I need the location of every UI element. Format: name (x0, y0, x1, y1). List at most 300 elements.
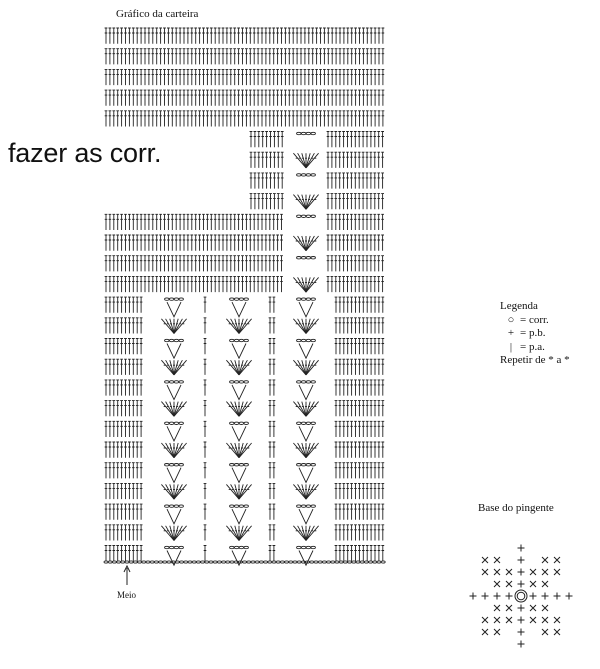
dc-stitch-icon (204, 504, 207, 520)
dc-stitch-icon (198, 69, 201, 85)
dc-stitch-icon (159, 90, 162, 106)
dc-stitch-icon (374, 504, 377, 520)
dc-stitch-icon (261, 256, 264, 272)
dc-stitch-icon (167, 256, 170, 272)
dc-stitch-icon (120, 111, 123, 127)
dc-stitch-icon (269, 194, 272, 210)
dc-stitch-icon (277, 194, 280, 210)
dc-stitch-icon (124, 49, 127, 65)
v-stitch-icon (167, 468, 181, 483)
dc-stitch-icon (315, 90, 318, 106)
dc-stitch-icon (346, 194, 349, 210)
dc-stitch-icon (229, 28, 232, 44)
dc-stitch-icon (155, 256, 158, 272)
single-crochet-mark-icon (518, 545, 525, 552)
dc-stitch-icon (374, 318, 377, 334)
dc-stitch-icon (304, 69, 307, 85)
dc-stitch-icon (350, 49, 353, 65)
dc-stitch-icon (370, 235, 373, 251)
dc-stitch-icon (116, 318, 119, 334)
chain-instruction: fazer as corr. (8, 138, 162, 168)
dc-stitch-icon (120, 483, 123, 499)
dc-stitch-icon (105, 69, 108, 85)
single-crochet-mark-icon (518, 569, 525, 576)
dc-stitch-icon (268, 256, 271, 272)
chain-loop-icon (297, 422, 316, 424)
dc-stitch-icon (354, 525, 357, 541)
dc-stitch-icon (265, 276, 268, 292)
dc-stitch-icon (132, 546, 135, 562)
dc-stitch-icon (254, 173, 257, 189)
x-stitch-mark-icon (494, 581, 500, 587)
dc-stitch-icon (226, 90, 229, 106)
dc-stitch-icon (155, 214, 158, 230)
dc-stitch-icon (362, 525, 365, 541)
dc-stitch-icon (112, 111, 115, 127)
dc-stitch-icon (204, 463, 207, 479)
dc-stitch-icon (335, 546, 338, 562)
dc-stitch-icon (366, 235, 369, 251)
dc-stitch-icon (245, 111, 248, 127)
dc-stitch-icon (140, 276, 143, 292)
dc-stitch-icon (342, 276, 345, 292)
dc-stitch-icon (175, 276, 178, 292)
dc-stitch-icon (167, 28, 170, 44)
dc-stitch-icon (378, 546, 381, 562)
dc-stitch-icon (268, 69, 271, 85)
fan-shell-icon (293, 236, 318, 251)
dc-stitch-icon (136, 214, 139, 230)
dc-stitch-icon (300, 90, 303, 106)
dc-stitch-icon (116, 525, 119, 541)
dc-stitch-icon (381, 339, 384, 355)
dc-stitch-icon (187, 49, 190, 65)
dc-stitch-icon (338, 173, 341, 189)
dc-stitch-icon (237, 28, 240, 44)
dc-stitch-icon (381, 463, 384, 479)
dc-stitch-icon (300, 28, 303, 44)
dc-stitch-icon (167, 276, 170, 292)
dc-stitch-icon (183, 28, 186, 44)
dc-stitch-icon (339, 90, 342, 106)
dc-stitch-icon (136, 463, 139, 479)
dc-stitch-icon (272, 256, 275, 272)
dc-stitch-icon (179, 256, 182, 272)
dc-stitch-icon (116, 421, 119, 437)
dc-stitch-icon (151, 49, 154, 65)
dc-stitch-icon (292, 28, 295, 44)
dc-stitch-icon (116, 546, 119, 562)
dc-stitch-icon (112, 442, 115, 458)
dc-stitch-icon (218, 49, 221, 65)
dc-stitch-icon (339, 69, 342, 85)
chain-loop-icon (230, 381, 249, 383)
x-stitch-mark-icon (506, 605, 512, 611)
single-crochet-mark-icon (518, 641, 525, 648)
dc-stitch-icon (253, 256, 256, 272)
dc-stitch-icon (187, 214, 190, 230)
dc-stitch-icon (218, 111, 221, 127)
fan-shell-icon (293, 360, 318, 375)
dc-stitch-icon (373, 214, 376, 230)
dc-stitch-icon (194, 69, 197, 85)
dc-stitch-icon (148, 111, 151, 127)
dc-stitch-icon (323, 49, 326, 65)
dc-stitch-icon (354, 276, 357, 292)
dc-stitch-icon (362, 504, 365, 520)
dc-stitch-icon (307, 28, 310, 44)
chart-title: Gráfico da carteira (116, 8, 199, 20)
dc-stitch-icon (346, 276, 349, 292)
dc-stitch-icon (370, 463, 373, 479)
dc-stitch-icon (362, 90, 365, 106)
dc-stitch-icon (171, 111, 174, 127)
dc-stitch-icon (346, 111, 349, 127)
dc-stitch-icon (335, 401, 338, 417)
dc-stitch-icon (331, 111, 334, 127)
dc-stitch-icon (151, 28, 154, 44)
dc-stitch-icon (335, 28, 338, 44)
chain-loop-icon (230, 422, 249, 424)
dc-stitch-icon (257, 132, 260, 148)
dc-stitch-icon (159, 276, 162, 292)
dc-stitch-icon (268, 235, 271, 251)
dc-stitch-icon (327, 173, 330, 189)
dc-stitch-icon (253, 235, 256, 251)
dc-stitch-icon (163, 276, 166, 292)
dc-stitch-icon (151, 276, 154, 292)
dc-stitch-icon (155, 235, 158, 251)
dc-stitch-icon (124, 339, 127, 355)
dc-stitch-icon (277, 173, 280, 189)
dc-stitch-icon (109, 90, 112, 106)
dc-stitch-icon (105, 28, 108, 44)
dc-stitch-icon (346, 152, 349, 168)
dc-stitch-icon (292, 90, 295, 106)
dc-stitch-icon (183, 235, 186, 251)
dc-stitch-icon (354, 380, 357, 396)
dc-stitch-icon (381, 442, 384, 458)
dc-stitch-icon (288, 111, 291, 127)
dc-stitch-icon (202, 69, 205, 85)
dc-stitch-icon (120, 380, 123, 396)
dc-stitch-icon (370, 214, 373, 230)
dc-stitch-icon (206, 28, 209, 44)
x-stitch-mark-icon (542, 617, 548, 623)
dc-stitch-icon (124, 276, 127, 292)
dc-stitch-icon (342, 421, 345, 437)
dc-stitch-icon (257, 111, 260, 127)
dc-stitch-icon (378, 504, 381, 520)
fan-shell-icon (293, 484, 318, 499)
dc-stitch-icon (233, 256, 236, 272)
dc-stitch-icon (296, 90, 299, 106)
dc-stitch-icon (327, 276, 330, 292)
dc-stitch-icon (362, 401, 365, 417)
dc-stitch-icon (358, 152, 361, 168)
dc-stitch-icon (354, 546, 357, 562)
dc-stitch-icon (339, 463, 342, 479)
dc-stitch-icon (354, 318, 357, 334)
dc-stitch-icon (171, 214, 174, 230)
single-crochet-mark-icon (530, 593, 537, 600)
dc-stitch-icon (311, 90, 314, 106)
dc-stitch-icon (273, 132, 276, 148)
dc-stitch-icon (381, 132, 384, 148)
dc-stitch-icon (268, 90, 271, 106)
dc-stitch-icon (179, 111, 182, 127)
dc-stitch-icon (120, 276, 123, 292)
dc-stitch-icon (132, 49, 135, 65)
x-stitch-mark-icon (530, 581, 536, 587)
dc-stitch-icon (346, 504, 349, 520)
dc-stitch-icon (335, 297, 338, 313)
legend-repeat-note: Repetir de * a * (500, 354, 570, 366)
dc-stitch-icon (319, 111, 322, 127)
dc-stitch-icon (346, 359, 349, 375)
dc-stitch-icon (249, 235, 252, 251)
dc-stitch-icon (132, 359, 135, 375)
fan-shell-icon (293, 319, 318, 334)
dc-stitch-icon (109, 256, 112, 272)
dc-stitch-icon (257, 49, 260, 65)
dc-stitch-icon (237, 235, 240, 251)
dc-stitch-icon (194, 90, 197, 106)
dc-stitch-icon (343, 69, 346, 85)
dc-stitch-icon (346, 380, 349, 396)
dc-stitch-icon (346, 256, 349, 272)
dc-stitch-icon (273, 421, 276, 437)
dc-stitch-icon (204, 339, 207, 355)
dc-stitch-icon (366, 339, 369, 355)
dc-stitch-icon (155, 49, 158, 65)
dc-stitch-icon (374, 28, 377, 44)
dc-stitch-icon (338, 235, 341, 251)
dc-stitch-icon (105, 380, 108, 396)
dc-stitch-icon (350, 380, 353, 396)
dc-stitch-icon (280, 235, 283, 251)
dc-stitch-icon (148, 90, 151, 106)
dc-stitch-icon (257, 28, 260, 44)
dc-stitch-icon (183, 276, 186, 292)
dc-stitch-icon (366, 442, 369, 458)
dc-stitch-icon (163, 90, 166, 106)
dc-stitch-icon (128, 401, 131, 417)
dc-stitch-icon (237, 111, 240, 127)
dc-stitch-icon (124, 504, 127, 520)
dc-stitch-icon (109, 483, 112, 499)
dc-stitch-icon (300, 111, 303, 127)
chain-loop-icon (297, 132, 316, 134)
dc-stitch-icon (370, 339, 373, 355)
dc-stitch-icon (276, 256, 279, 272)
chain-loop-icon (230, 464, 249, 466)
dc-stitch-icon (311, 49, 314, 65)
dc-stitch-icon (280, 90, 283, 106)
dc-stitch-icon (175, 214, 178, 230)
single-crochet-mark-icon (482, 593, 489, 600)
dc-stitch-icon (377, 276, 380, 292)
dc-stitch-icon (163, 111, 166, 127)
dc-stitch-icon (342, 504, 345, 520)
fan-shell-icon (293, 443, 318, 458)
dc-stitch-icon (109, 235, 112, 251)
dc-stitch-icon (335, 463, 338, 479)
dc-stitch-icon (323, 111, 326, 127)
dc-stitch-icon (370, 442, 373, 458)
dc-stitch-icon (198, 235, 201, 251)
dc-stitch-icon (370, 318, 373, 334)
dc-stitch-icon (136, 525, 139, 541)
v-stitch-icon (299, 468, 313, 483)
x-stitch-mark-icon (542, 581, 548, 587)
dc-stitch-icon (382, 69, 385, 85)
dc-stitch-icon (140, 49, 143, 65)
double-crochet-symbol-icon: | (509, 340, 513, 353)
single-crochet-mark-icon (518, 617, 525, 624)
dc-stitch-icon (140, 235, 143, 251)
dc-stitch-icon (136, 90, 139, 106)
dc-stitch-icon (339, 504, 342, 520)
v-stitch-icon (232, 426, 246, 441)
dc-stitch-icon (374, 463, 377, 479)
dc-stitch-icon (362, 442, 365, 458)
dc-stitch-icon (253, 28, 256, 44)
dc-stitch-icon (281, 194, 284, 210)
dc-stitch-icon (261, 194, 264, 210)
dc-stitch-icon (190, 276, 193, 292)
dc-stitch-icon (128, 463, 131, 479)
dc-stitch-icon (109, 442, 112, 458)
dc-stitch-icon (362, 214, 365, 230)
dc-stitch-icon (140, 401, 143, 417)
x-stitch-mark-icon (494, 605, 500, 611)
dc-stitch-icon (342, 318, 345, 334)
dc-stitch-icon (194, 28, 197, 44)
dc-stitch-icon (331, 256, 334, 272)
dc-stitch-icon (109, 380, 112, 396)
dc-stitch-icon (374, 359, 377, 375)
dc-stitch-icon (112, 359, 115, 375)
dc-stitch-icon (354, 49, 357, 65)
dc-stitch-icon (350, 546, 353, 562)
dc-stitch-icon (109, 69, 112, 85)
dc-stitch-icon (257, 69, 260, 85)
dc-stitch-icon (269, 504, 272, 520)
dc-stitch-icon (342, 483, 345, 499)
dc-stitch-icon (358, 339, 361, 355)
dc-stitch-icon (167, 49, 170, 65)
dc-stitch-icon (362, 132, 365, 148)
dc-stitch-icon (382, 49, 385, 65)
v-stitch-icon (167, 509, 181, 524)
dc-stitch-icon (148, 235, 151, 251)
dc-stitch-icon (362, 483, 365, 499)
dc-stitch-icon (261, 173, 264, 189)
dc-stitch-icon (381, 297, 384, 313)
dc-stitch-icon (370, 401, 373, 417)
fan-shell-icon (293, 153, 318, 168)
dc-stitch-icon (132, 380, 135, 396)
dc-stitch-icon (144, 49, 147, 65)
x-stitch-mark-icon (530, 605, 536, 611)
dc-stitch-icon (128, 28, 131, 44)
dc-stitch-icon (327, 111, 330, 127)
dc-stitch-icon (128, 442, 131, 458)
dc-stitch-icon (362, 276, 365, 292)
dc-stitch-icon (366, 49, 369, 65)
dc-stitch-icon (381, 152, 384, 168)
dc-stitch-icon (273, 318, 276, 334)
dc-stitch-icon (132, 111, 135, 127)
x-stitch-mark-icon (494, 557, 500, 563)
dc-stitch-icon (362, 69, 365, 85)
dc-stitch-icon (222, 214, 225, 230)
dc-stitch-icon (373, 194, 376, 210)
dc-stitch-icon (120, 359, 123, 375)
x-stitch-mark-icon (542, 557, 548, 563)
dc-stitch-icon (109, 463, 112, 479)
dc-stitch-icon (277, 132, 280, 148)
dc-stitch-icon (148, 214, 151, 230)
dc-stitch-icon (151, 235, 154, 251)
dc-stitch-icon (327, 194, 330, 210)
x-stitch-mark-icon (506, 617, 512, 623)
dc-stitch-icon (120, 463, 123, 479)
dc-stitch-icon (346, 90, 349, 106)
dc-stitch-icon (268, 111, 271, 127)
dc-stitch-icon (109, 111, 112, 127)
dc-stitch-icon (241, 28, 244, 44)
dc-stitch-icon (140, 359, 143, 375)
dc-stitch-icon (136, 28, 139, 44)
dc-stitch-icon (140, 463, 143, 479)
fan-shell-icon (293, 195, 318, 210)
dc-stitch-icon (120, 49, 123, 65)
dc-stitch-icon (378, 318, 381, 334)
dc-stitch-icon (206, 111, 209, 127)
dc-stitch-icon (269, 421, 272, 437)
dc-stitch-icon (112, 463, 115, 479)
legend-label-single-crochet: = p.b. (520, 327, 546, 339)
dc-stitch-icon (339, 525, 342, 541)
dc-stitch-icon (155, 69, 158, 85)
dc-stitch-icon (254, 152, 257, 168)
dc-stitch-icon (140, 421, 143, 437)
dc-stitch-icon (339, 339, 342, 355)
chain-loop-icon (297, 339, 316, 341)
ring-inner-icon (517, 592, 525, 600)
dc-stitch-icon (292, 49, 295, 65)
dc-stitch-icon (183, 256, 186, 272)
dc-stitch-icon (381, 214, 384, 230)
dc-stitch-icon (381, 546, 384, 562)
dc-stitch-icon (128, 90, 131, 106)
dc-stitch-icon (339, 111, 342, 127)
v-stitch-icon (299, 385, 313, 400)
dc-stitch-icon (204, 546, 207, 562)
dc-stitch-icon (105, 318, 108, 334)
dc-stitch-icon (374, 421, 377, 437)
single-crochet-mark-icon (518, 557, 525, 564)
dc-stitch-icon (378, 525, 381, 541)
dc-stitch-icon (377, 173, 380, 189)
dc-stitch-icon (105, 421, 108, 437)
dc-stitch-icon (342, 235, 345, 251)
dc-stitch-icon (335, 339, 338, 355)
legend-title: Legenda (500, 300, 538, 312)
dc-stitch-icon (327, 256, 330, 272)
